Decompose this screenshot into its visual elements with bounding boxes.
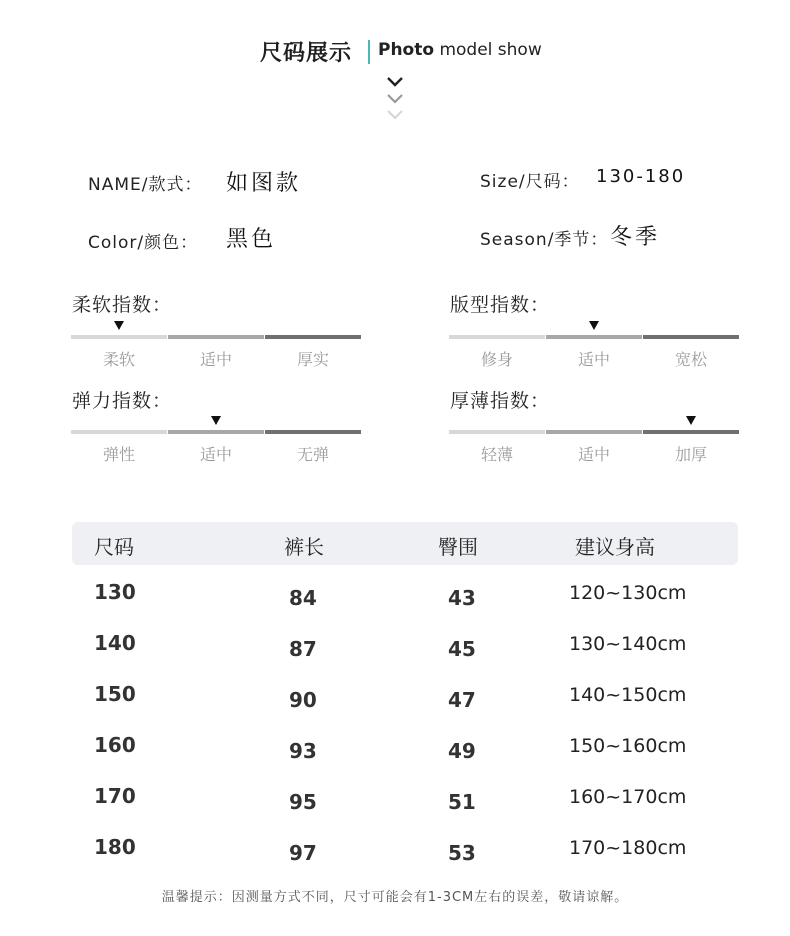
gauge-label: 轻薄 <box>480 445 513 464</box>
gauge-label: 宽松 <box>674 350 707 369</box>
cell-length: 90 <box>289 688 317 712</box>
page-title: 尺码展示 <box>260 41 353 66</box>
season-label: Season/季节： <box>480 230 609 250</box>
cell-length: 84 <box>289 586 317 610</box>
col-header-height: 建议身高 <box>575 535 655 559</box>
season-value: 冬季 <box>610 225 661 250</box>
size-label: Size/尺码： <box>480 172 580 192</box>
cell-size: 150 <box>94 682 136 706</box>
cell-size: 180 <box>94 835 136 859</box>
cell-size: 160 <box>94 733 136 757</box>
table-row <box>0 682 790 722</box>
cell-height: 140~150cm <box>569 684 687 706</box>
cell-size: 140 <box>94 631 136 655</box>
cell-length: 87 <box>289 637 317 661</box>
gauge-label: 适中 <box>577 350 610 369</box>
cell-hip: 51 <box>448 790 476 814</box>
table-row <box>0 580 790 620</box>
gauge-label: 弹性 <box>102 445 135 464</box>
cell-hip: 45 <box>448 637 476 661</box>
measurement-note: 温馨提示：因测量方式不同，尺寸可能会有1-3CM左右的误差，敬请谅解。 <box>161 890 629 905</box>
name-value: 如图款 <box>226 171 302 196</box>
gauge-label: 适中 <box>199 350 232 369</box>
subtitle-bold: Photo <box>378 40 435 60</box>
gauge-label: 加厚 <box>674 445 707 464</box>
color-value: 黑色 <box>226 227 277 252</box>
gauge-label: 厚实 <box>296 350 329 369</box>
cell-length: 93 <box>289 739 317 763</box>
fit-index-title: 版型指数： <box>450 294 551 316</box>
cell-size: 130 <box>94 580 136 604</box>
cell-length: 97 <box>289 841 317 865</box>
gauge-label: 修身 <box>480 350 513 369</box>
col-header-length: 裤长 <box>284 535 324 559</box>
col-header-hip: 臀围 <box>438 535 478 559</box>
gauge-label: 适中 <box>577 445 610 464</box>
table-row <box>0 733 790 773</box>
name-label: NAME/款式： <box>88 175 203 195</box>
color-label: Color/颜色： <box>88 233 199 253</box>
cell-height: 160~170cm <box>569 786 687 808</box>
elasticity-index-title: 弹力指数： <box>72 390 173 412</box>
cell-height: 170~180cm <box>569 837 687 859</box>
cell-hip: 49 <box>448 739 476 763</box>
cell-length: 95 <box>289 790 317 814</box>
cell-hip: 43 <box>448 586 476 610</box>
thickness-index-title: 厚薄指数： <box>450 390 551 412</box>
gauge-label: 适中 <box>199 445 232 464</box>
cell-hip: 53 <box>448 841 476 865</box>
cell-size: 170 <box>94 784 136 808</box>
cell-height: 120~130cm <box>569 582 687 604</box>
size-value: 130-180 <box>596 166 686 187</box>
gauge-label: 无弹 <box>296 445 329 464</box>
softness-index-title: 柔软指数： <box>72 294 173 316</box>
cell-height: 150~160cm <box>569 735 687 757</box>
table-row <box>0 784 790 824</box>
subtitle-rest: model show <box>439 40 542 60</box>
col-header-size: 尺码 <box>94 535 134 559</box>
gauge-label: 柔软 <box>102 350 135 369</box>
table-row <box>0 631 790 671</box>
table-row <box>0 835 790 875</box>
cell-height: 130~140cm <box>569 633 687 655</box>
cell-hip: 47 <box>448 688 476 712</box>
